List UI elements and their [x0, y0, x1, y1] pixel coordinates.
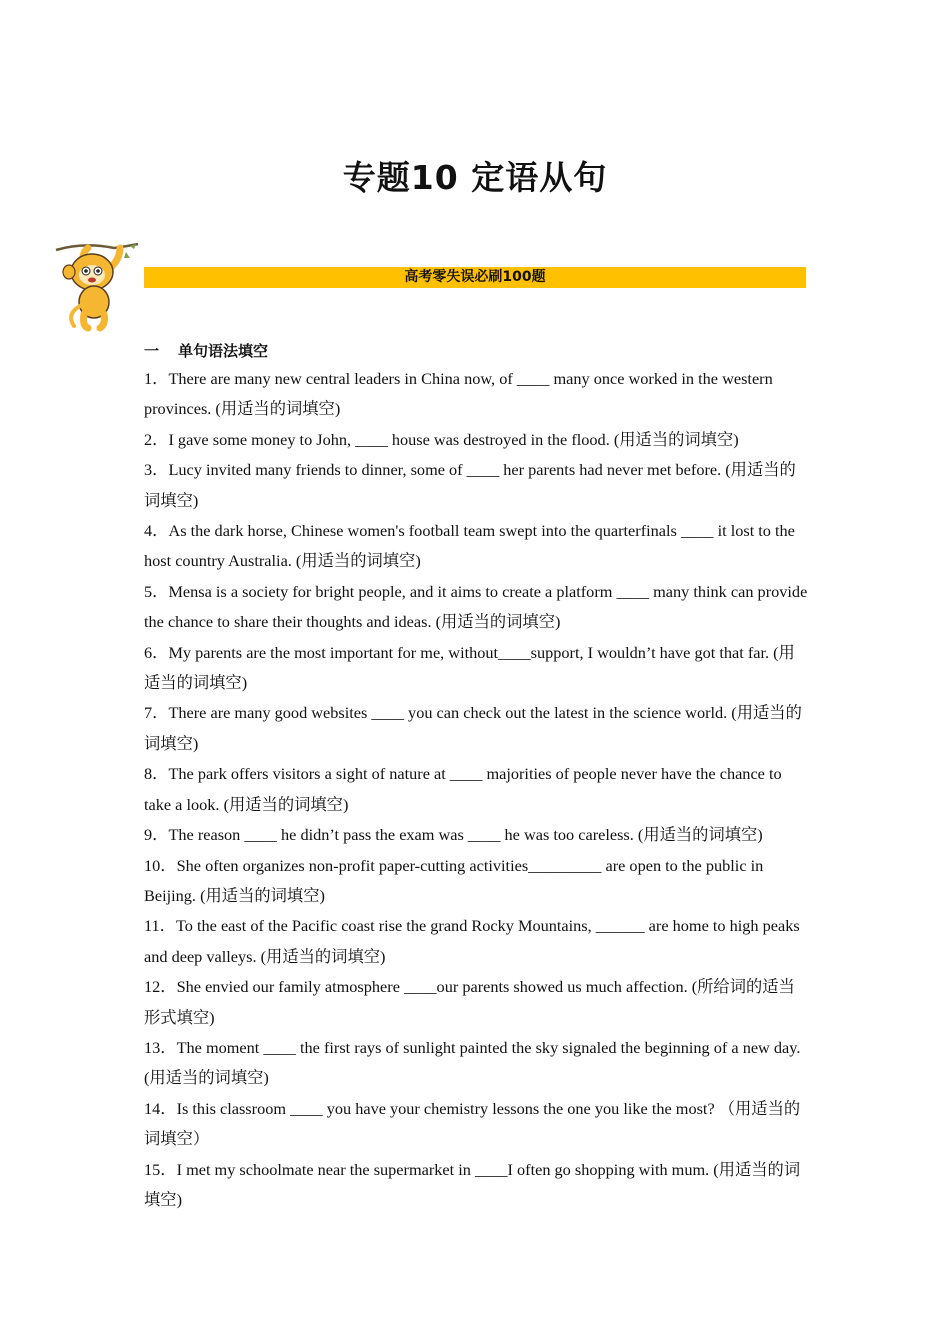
question-text: Is this classroom ____ you have your chemistry lessons the one you like the most? （用适当的词填空） [144, 1098, 801, 1149]
question-number: 7． [144, 703, 169, 723]
question-item [144, 911, 808, 972]
question-number: 8． [144, 764, 169, 784]
question-item [144, 698, 808, 759]
question-number: 10． [144, 855, 177, 875]
question-item [144, 516, 808, 577]
question-item [144, 455, 808, 516]
monkey-mascot-icon [54, 240, 142, 332]
question-list [144, 364, 808, 1215]
question-number: 1． [144, 369, 169, 388]
section-title: 单句语法填空 [178, 342, 269, 360]
question-item [144, 851, 808, 912]
question-number: 2． [144, 429, 169, 449]
section-number: 一 [144, 342, 160, 360]
question-text: I met my schoolmate near the supermarket in ____I often go shopping with mum. (用适当的词填空) [144, 1159, 801, 1209]
question-item [144, 1033, 808, 1094]
question-item [144, 638, 808, 699]
section-heading [144, 340, 268, 361]
question-text: To the east of the Pacific coast rise the grand Rocky Mountains, ______ are home to high peaks and deep valleys. (用适当的词填空) [144, 916, 800, 966]
question-text: There are many good websites ____ you can check out the latest in the science world. (用适当的词填空) [144, 703, 802, 753]
question-text: There are many new central leaders in China now, of ____ many once worked in the western provinces. (用适当的词填空) [144, 369, 773, 419]
question-item [144, 759, 808, 820]
question-number: 5． [144, 581, 169, 601]
question-item [144, 820, 808, 850]
question-text: Mensa is a society for bright people, and it aims to create a platform ____ many think can provide the chance to share their thoughts and ideas. (用适当的词填空) [144, 581, 808, 632]
question-text: She often organizes non-profit paper-cutting activities_________ are open to the public in Beijing. (用适当的词填空) [144, 855, 764, 905]
question-item [144, 577, 808, 638]
question-item [144, 364, 808, 425]
banner: 高考零失误必刷100题 [144, 267, 806, 288]
question-number: 12． [144, 977, 177, 997]
question-item [144, 1094, 808, 1155]
question-number: 14． [144, 1098, 177, 1118]
question-text: I gave some money to John, ____ house was destroyed in the flood. (用适当的词填空) [168, 429, 739, 449]
question-text: As the dark horse, Chinese women's football team swept into the quarterfinals ____ it lost to the host country Australia. (用适当的词填空) [144, 521, 795, 571]
question-text: The park offers visitors a sight of nature at ____ majorities of people never have the chance to take a look. (用适当的词填空) [144, 764, 782, 814]
question-number: 11． [144, 916, 176, 936]
question-text: She envied our family atmosphere ____our parents showed us much affection. (所给词的适当形式填空) [144, 977, 795, 1027]
question-item [144, 1155, 808, 1216]
question-number: 6． [144, 642, 169, 662]
question-text: My parents are the most important for me, without____support, I wouldn’t have got that far. (用适当的词填空) [144, 642, 795, 693]
question-number: 9． [144, 825, 169, 845]
question-text: The reason ____ he didn’t pass the exam was ____ he was too careless. (用适当的词填空) [168, 825, 763, 845]
question-item [144, 972, 808, 1033]
question-number: 4． [144, 521, 169, 541]
question-text: The moment ____ the first rays of sunlight painted the sky signaled the beginning of a new day. (用适当的词填空) [144, 1037, 801, 1088]
question-item [144, 425, 808, 455]
question-number: 3． [144, 460, 169, 480]
question-number: 15． [144, 1159, 177, 1179]
question-text: Lucy invited many friends to dinner, some of ____ her parents had never met before. (用适当的词填空) [144, 460, 796, 510]
page-title: 专题10 定语从句 [342, 158, 608, 197]
question-number: 13． [144, 1037, 177, 1057]
